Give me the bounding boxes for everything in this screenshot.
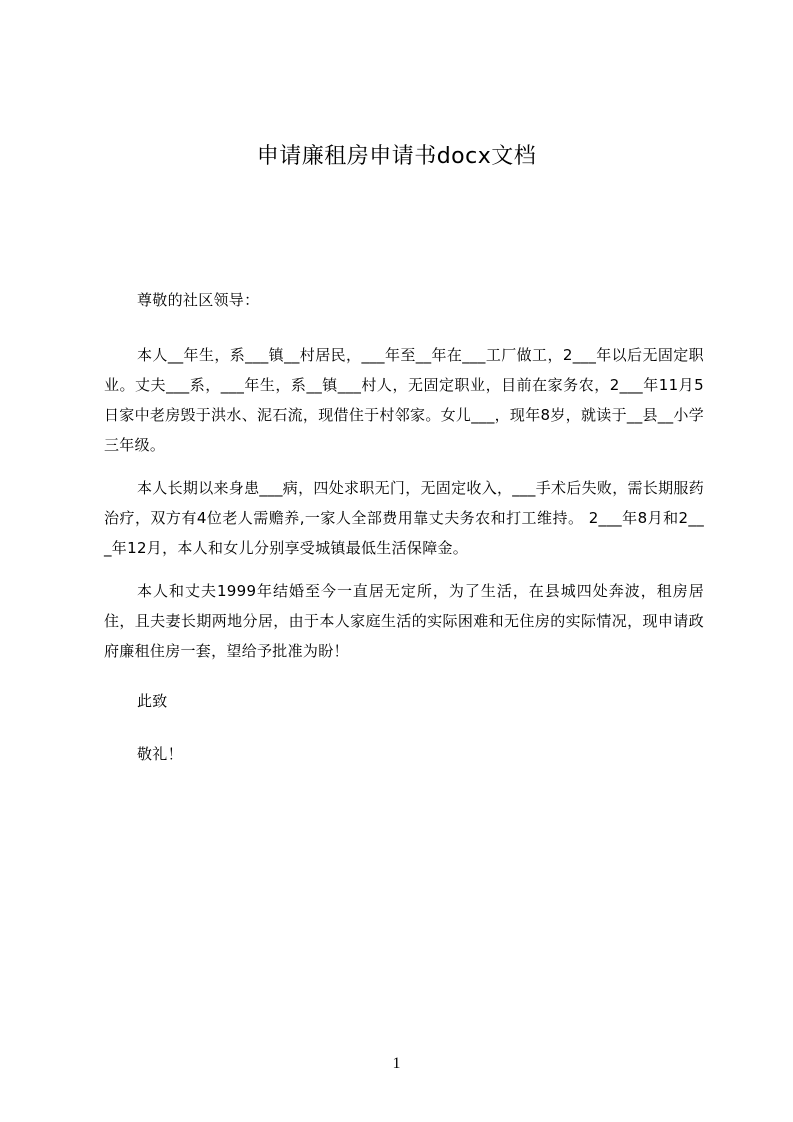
closing-line: 此致 — [137, 692, 168, 710]
regards-line: 敬礼！ — [137, 745, 183, 763]
paragraph-3: 本人和丈夫1999年结婚至今一直居无定所，为了生活，在县城四处奔波，租房居住，且夫妻长期两地分居，由于本人家庭生活的实际困难和无住房的实际情况，现申请政府廉租住房一套，望给予批准为盼！ — [104, 582, 704, 660]
salutation: 尊敬的社区领导： — [137, 291, 260, 309]
paragraph-2: 本人长期以来身患___病，四处求职无门，无固定收入，___手术后失败，需长期服药治疗，双方有4位老人需赡养,一家人全部费用靠丈夫务农和打工维持。 2___年8月和2___年12月，本人和女儿分别享受城镇最低生活保障金。 — [104, 479, 705, 557]
paragraph-1: 本人__年生，系___镇__村居民，___年至__年在___工厂做工，2___年以后无固定职业。丈夫___系，___年生，系__镇___村人，无固定职业，目前在家务农，2___年11月5日家中老房毁于洪水、泥石流，现借住于村邻家。女儿___，现年8岁，就读于__县__小学三年级。 — [104, 346, 704, 454]
document-title: 申请廉租房申请书docx文档 — [256, 144, 537, 169]
page-number: 1 — [392, 1055, 401, 1072]
